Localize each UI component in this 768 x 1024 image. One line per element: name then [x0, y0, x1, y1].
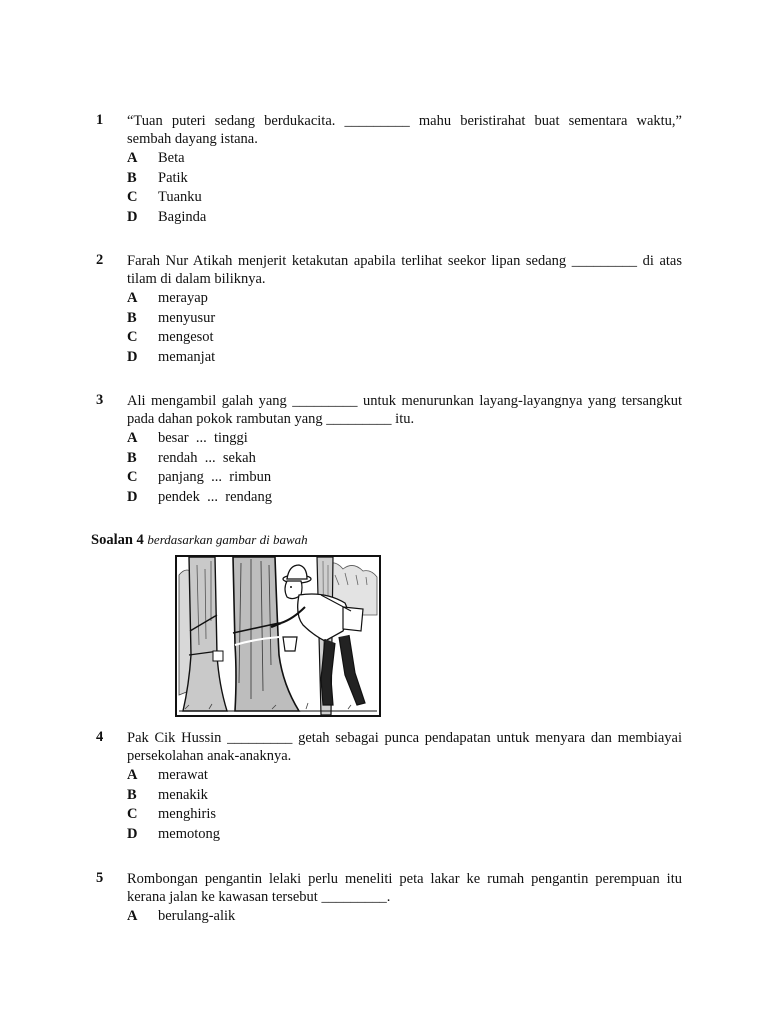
option-text: menghiris [158, 806, 216, 822]
question-text-line: sembah dayang istana. [127, 131, 258, 147]
option-text: rendah ... sekah [158, 449, 256, 466]
question-text-line: Rombongan pengantin lelaki perlu meneliti peta lakar ke rumah pengantin perempuan itu [127, 871, 682, 887]
option-letter: A [127, 290, 138, 306]
question-text-line: “Tuan puteri sedang berdukacita. _________ mahu beristirahat buat sementara waktu,” [127, 113, 682, 129]
question-number: 1 [96, 112, 104, 128]
section-intro-instruction: berdasarkan gambar di bawah [147, 532, 308, 547]
option-letter: D [127, 348, 138, 365]
question-text [127, 392, 682, 428]
option-letter: A [127, 150, 138, 166]
question-text-line: Farah Nur Atikah menjerit ketakutan apabila terlihat seekor lipan sedang _________ di atas [127, 253, 682, 269]
option-letter: A [127, 767, 138, 783]
option-text: besar ... tinggi [158, 430, 248, 446]
option-text: memotong [158, 825, 221, 842]
option-letter: C [127, 329, 138, 345]
option-letter: C [127, 806, 138, 822]
question-text [127, 252, 682, 288]
option-letter: A [127, 908, 138, 924]
option-letter: B [127, 169, 137, 186]
rubber-tapper-illustration [175, 555, 381, 717]
option-text: Tuanku [158, 189, 202, 205]
option-letter: D [127, 825, 138, 842]
question-number: 5 [96, 870, 104, 886]
option-text: panjang ... rimbun [158, 469, 272, 485]
option-text: mengesot [158, 329, 214, 345]
question-text-line: pada dahan pokok rambutan yang _________ itu. [127, 411, 415, 427]
question-text [127, 870, 682, 906]
question-number: 4 [96, 729, 104, 745]
option-text: merawat [158, 767, 208, 783]
option-text: menyusur [158, 309, 216, 326]
question-text-line: tilam di dalam biliknya. [127, 271, 266, 287]
option-letter: D [127, 208, 138, 225]
question-text [127, 729, 682, 765]
option-letter: B [127, 786, 137, 803]
option-text: Beta [158, 150, 185, 166]
section-intro [91, 531, 308, 549]
option-letter: B [127, 309, 137, 326]
option-text: berulang-alik [158, 908, 236, 924]
question-number: 2 [96, 252, 104, 268]
option-letter: D [127, 488, 138, 505]
option-letter: B [127, 449, 137, 466]
section-intro-label: Soalan 4 [91, 532, 144, 548]
option-text: memanjat [158, 348, 216, 365]
question-text-line: persekolahan anak-anaknya. [127, 748, 292, 764]
option-text: Patik [158, 169, 188, 186]
option-letter: C [127, 189, 138, 205]
option-text: Baginda [158, 208, 207, 225]
question-text [127, 112, 682, 148]
option-text: merayap [158, 290, 208, 306]
option-letter: A [127, 430, 138, 446]
question-text-line: Pak Cik Hussin _________ getah sebagai punca pendapatan untuk menyara dan membiayai [127, 730, 682, 746]
option-letter: C [127, 469, 138, 485]
option-text: menakik [158, 786, 208, 803]
question-text-line: kerana jalan ke kawasan tersebut _________. [127, 889, 391, 905]
question-number: 3 [96, 392, 104, 408]
option-text: pendek ... rendang [158, 488, 272, 505]
question-text-line: Ali mengambil galah yang _________ untuk menurunkan layang-layangnya yang tersangkut [127, 393, 682, 409]
